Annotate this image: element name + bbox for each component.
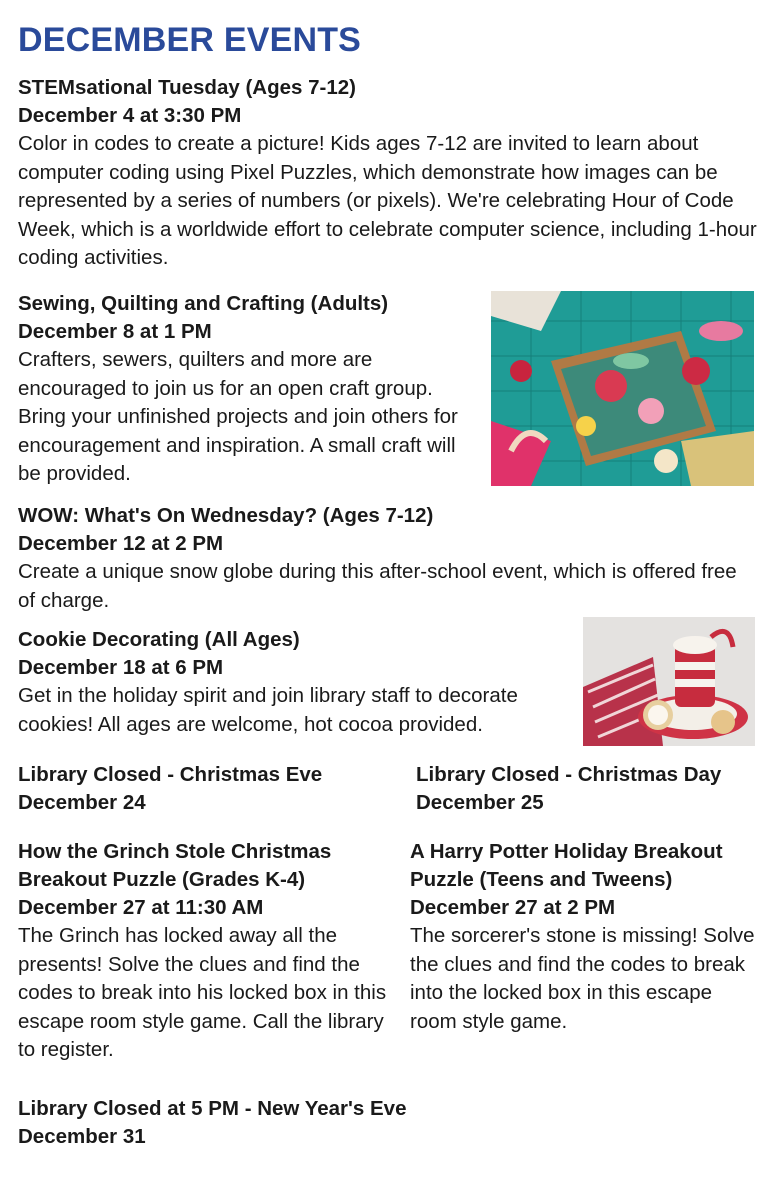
event-date: December 24 xyxy=(18,791,146,814)
event-date: December 25 xyxy=(416,791,544,814)
event-grinch-puzzle xyxy=(18,838,396,1065)
cocoa-cookie-photo xyxy=(583,617,755,746)
event-title: Library Closed at 5 PM - New Year's Eve xyxy=(18,1097,407,1120)
event-description: The Grinch has locked away all the presents! Solve the clues and find the codes to break into his locked box in this escape room style game. Call the library to register. xyxy=(18,924,387,1061)
craft-photo xyxy=(491,291,754,486)
event-closed-christmas-day xyxy=(416,761,766,817)
event-title: Library Closed - Christmas Eve xyxy=(18,763,323,786)
event-date: December 8 at 1 PM xyxy=(18,320,212,343)
event-description: Crafters, sewers, quilters and more are encouraged to join us for an open craft group. Bring your unfinished projects and join others for encouragement and inspiration. A small craft will be provided. xyxy=(18,348,458,485)
event-date: December 31 xyxy=(18,1125,146,1148)
event-date: December 27 at 11:30 AM xyxy=(18,896,264,919)
event-harry-potter-puzzle xyxy=(410,838,760,1036)
event-date: December 18 at 6 PM xyxy=(18,656,224,679)
event-sewing xyxy=(18,290,483,489)
page-title: DECEMBER EVENTS xyxy=(18,21,362,59)
event-wow xyxy=(18,502,758,615)
event-title: STEMsational Tuesday (Ages 7-12) xyxy=(18,76,356,99)
event-title: How the Grinch Stole Christmas Breakout Puzzle (Grades K-4) xyxy=(18,840,332,891)
event-closed-new-years-eve xyxy=(18,1095,618,1151)
event-description: Create a unique snow globe during this after-school event, which is offered free of charge. xyxy=(18,560,737,612)
event-description: The sorcerer's stone is missing! Solve the clues and find the codes to break into the locked box in this escape room style game. xyxy=(410,924,755,1033)
event-date: December 27 at 2 PM xyxy=(410,896,616,919)
event-closed-christmas-eve xyxy=(18,761,398,817)
event-title: Sewing, Quilting and Crafting (Adults) xyxy=(18,292,389,315)
event-date: December 12 at 2 PM xyxy=(18,532,224,555)
event-title: Library Closed - Christmas Day xyxy=(416,763,722,786)
event-title: A Harry Potter Holiday Breakout Puzzle (Teens and Tweens) xyxy=(410,840,723,891)
event-title: WOW: What's On Wednesday? (Ages 7-12) xyxy=(18,504,434,527)
event-cookie-decorating xyxy=(18,626,573,739)
event-description: Color in codes to create a picture! Kids ages 7-12 are invited to learn about computer coding using Pixel Puzzles, which demonstrate how images can be represented by a series of numbers (or pixels). We're celebrating Hour of Code Week, which is a worldwide effort to celebrate computer science, including 1-hour coding activities. xyxy=(18,132,757,269)
event-stemsational xyxy=(18,74,758,273)
event-title: Cookie Decorating (All Ages) xyxy=(18,628,300,651)
event-date: December 4 at 3:30 PM xyxy=(18,104,242,127)
event-description: Get in the holiday spirit and join library staff to decorate cookies! All ages are welcome, hot cocoa provided. xyxy=(18,684,518,736)
